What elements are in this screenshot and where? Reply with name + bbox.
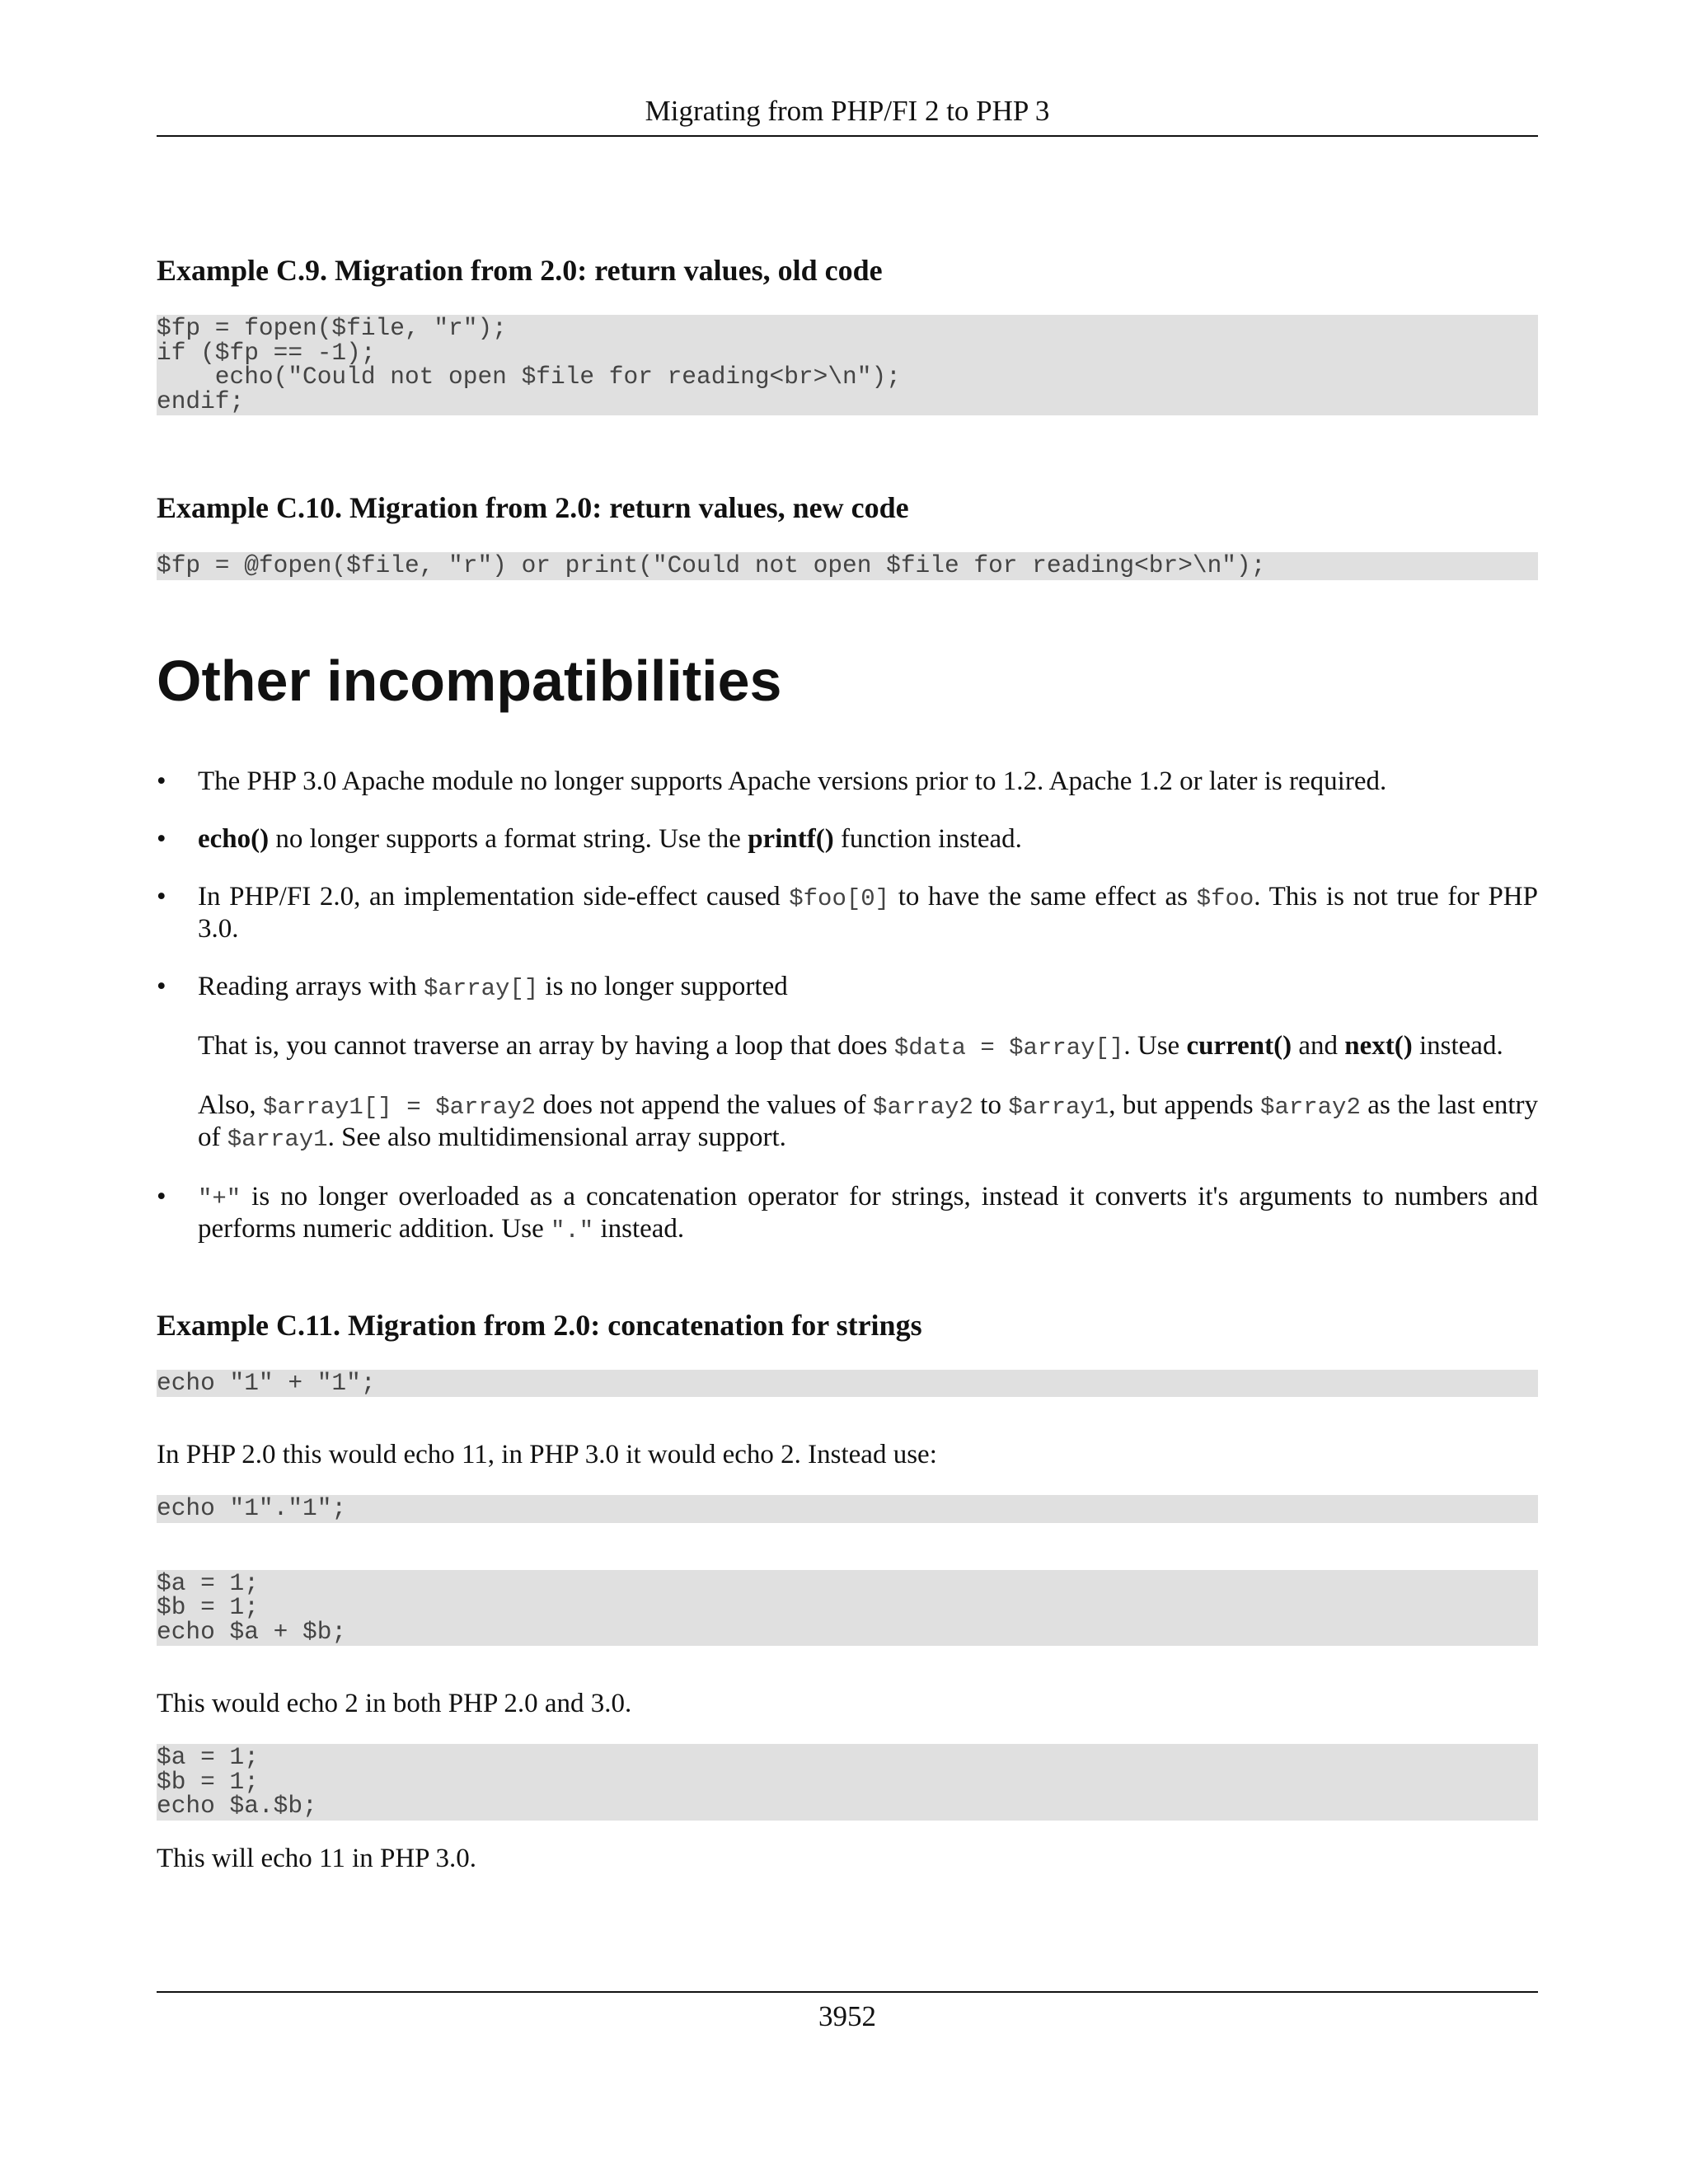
- function-name-printf: printf(): [748, 823, 834, 854]
- page-header-title: Migrating from PHP/FI 2 to PHP 3: [645, 95, 1050, 127]
- list-item-text: instead.: [1412, 1030, 1503, 1061]
- inline-code: $array[]: [424, 974, 539, 1002]
- list-item: [157, 882, 1538, 944]
- example-c9-code: $fp = fopen($file, "r"); if ($fp == -1); echo("Could not open $file for reading<br>\n"); endif;: [157, 315, 1538, 415]
- function-name-next: next(): [1344, 1030, 1413, 1061]
- list-item: [157, 766, 1538, 797]
- inline-code: $foo[0]: [789, 884, 890, 912]
- inline-code: $array1: [227, 1125, 328, 1153]
- example-c11-code-3: $a = 1; $b = 1; echo $a + $b;: [157, 1570, 1538, 1647]
- list-item-text: and: [1292, 1030, 1345, 1061]
- example-c11-text-1: In PHP 2.0 this would echo 11, in PHP 3.0 it would echo 2. Instead use:: [157, 1440, 937, 1469]
- list-item-text: , but appends: [1109, 1090, 1261, 1120]
- bullet-icon: •: [157, 766, 166, 796]
- bullet-icon: •: [157, 881, 166, 912]
- example-c11-title: Example C.11. Migration from 2.0: concatenation for strings: [157, 1308, 922, 1342]
- list-item-text: Reading arrays with: [198, 971, 424, 1001]
- inline-code: $array1: [1008, 1093, 1109, 1121]
- page-content: [157, 247, 1538, 1874]
- bullet-icon: •: [157, 1181, 166, 1212]
- example-c11-code-1: echo "1" + "1";: [157, 1370, 1538, 1398]
- list-item-text: is no longer overloaded as a concatenation operator for strings, instead it converts it's arguments to numbers and performs numeric addition. Use: [198, 1181, 1538, 1244]
- example-c9-title: Example C.9. Migration from 2.0: return values, old code: [157, 254, 883, 287]
- bullet-icon: •: [157, 823, 166, 854]
- list-item-text: function instead.: [833, 823, 1022, 854]
- section-heading: Other incompatibilities: [157, 648, 782, 713]
- list-item-text: to: [973, 1090, 1009, 1120]
- bullet-icon: •: [157, 971, 166, 1001]
- incompatibilities-list: [157, 766, 1538, 1246]
- example-c10-title: Example C.10. Migration from 2.0: return values, new code: [157, 491, 909, 524]
- list-item-text: The PHP 3.0 Apache module no longer supports Apache versions prior to 1.2. Apache 1.2 or later is required.: [198, 766, 1387, 796]
- example-c10-code: $fp = @fopen($file, "r") or print("Could not open $file for reading<br>\n");: [157, 552, 1538, 580]
- list-item-text: no longer supports a format string. Use the: [269, 823, 748, 854]
- inline-code: $array2: [1260, 1093, 1361, 1121]
- list-item-text: In PHP/FI 2.0, an implementation side-effect caused: [198, 881, 790, 912]
- example-c11-text-3: This will echo 11 in PHP 3.0.: [157, 1843, 477, 1873]
- list-item-text: instead.: [593, 1213, 685, 1244]
- list-item: [157, 1182, 1538, 1246]
- inline-code: $array2: [873, 1093, 973, 1121]
- inline-code: $foo: [1196, 884, 1254, 912]
- list-item-text: Also,: [198, 1090, 264, 1120]
- function-name-current: current(): [1186, 1030, 1292, 1061]
- list-item-text: is no longer supported: [538, 971, 788, 1001]
- inline-code: $array1[] = $array2: [263, 1093, 537, 1121]
- header-rule: [157, 135, 1538, 137]
- inline-code: "+": [198, 1184, 241, 1212]
- list-item-paragraph: [198, 1031, 1538, 1063]
- example-c11-text-2: This would echo 2 in both PHP 2.0 and 3.0.: [157, 1689, 632, 1718]
- list-item-text: That is, you cannot traverse an array by having a loop that does: [198, 1030, 894, 1061]
- list-item: [157, 824, 1538, 855]
- example-c11-code-2: echo "1"."1";: [157, 1495, 1538, 1523]
- list-item-text: to have the same effect as: [889, 881, 1197, 912]
- list-item-text: . See also multidimensional array support.: [327, 1122, 786, 1152]
- list-item-text: . This is not true for PHP 3.0.: [198, 881, 1538, 944]
- list-item-paragraph: [198, 972, 1538, 1004]
- inline-code: ".": [550, 1216, 594, 1244]
- list-item-text: . Use: [1123, 1030, 1187, 1061]
- function-name-echo: echo(): [198, 823, 270, 854]
- list-item-text: does not append the values of: [536, 1090, 874, 1120]
- inline-code: $data = $array[]: [893, 1033, 1124, 1062]
- list-item-paragraph: [198, 1090, 1538, 1155]
- page-number: 3952: [818, 2000, 876, 2032]
- footer-rule: [157, 1991, 1538, 1993]
- example-c11-code-4: $a = 1; $b = 1; echo $a.$b;: [157, 1744, 1538, 1821]
- list-item-text: as the last entry of: [198, 1090, 1539, 1152]
- list-item: [157, 972, 1538, 1155]
